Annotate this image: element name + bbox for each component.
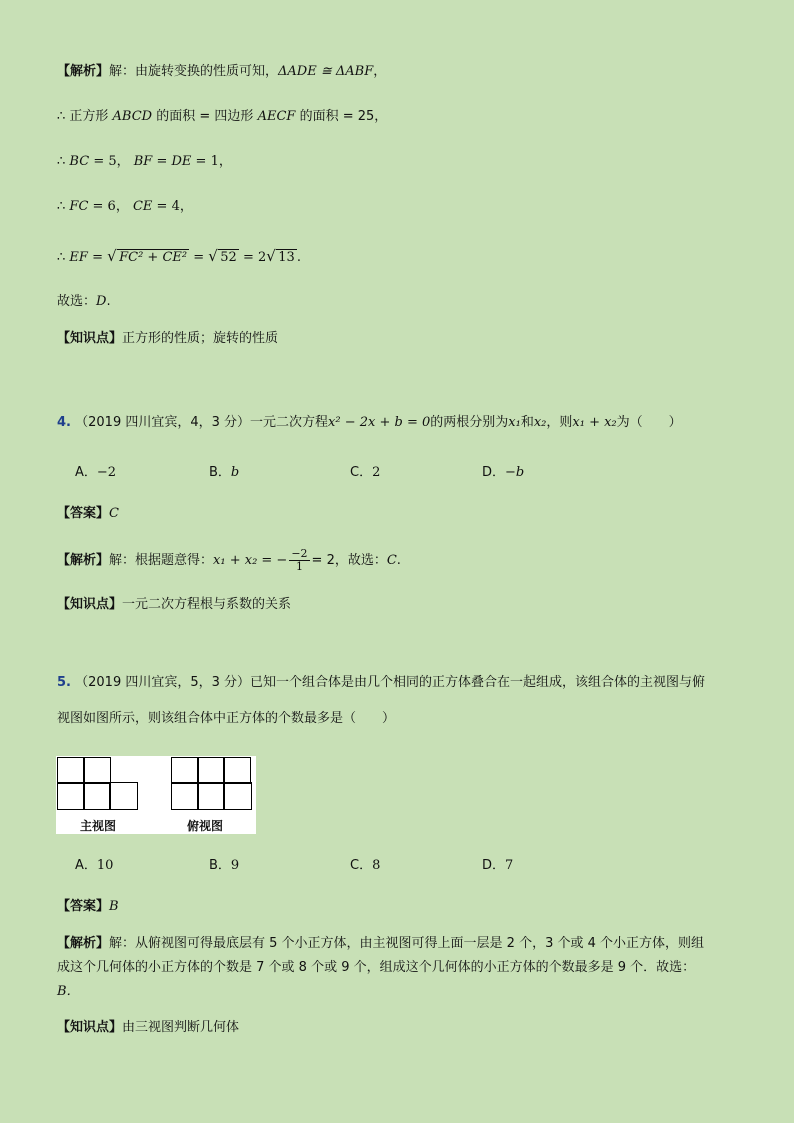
question-source: （2019 四川宜宾，4，3 分）一元二次方程 [75,415,329,430]
q5-analysis-line-3 [57,983,80,1001]
math-aecf: AECF [257,109,296,124]
text: 的面积 = 四边形 [156,109,254,124]
math-bf-de: BF = DE [133,154,192,169]
question-5-stem-1 [57,674,705,692]
analysis-line-2 [57,108,387,126]
question-number: 4. [57,415,71,430]
top-view-cell [223,782,252,810]
analysis-line-4 [57,198,193,216]
q5-analysis-line-2 [57,959,695,977]
knowledge-text: 一元二次方程根与系数的关系 [122,597,292,612]
option-value: 2 [372,465,381,480]
text: 的两根分别为 [430,415,509,430]
value: = 5， [93,154,130,169]
punct: ， [373,64,387,79]
sqrt-13: √ 13 [266,247,295,265]
knowledge-point-line [57,330,278,348]
q4-option-b [209,464,239,482]
answer-tag: 【答案】 [57,506,110,521]
math-x1: x₁ [508,415,521,430]
analysis-tag: 【解析】 [57,64,110,79]
analysis-line-3 [57,153,232,171]
q5-option-c [350,857,380,875]
q4-answer-line [57,505,119,523]
text: 的面积 = 25， [299,109,388,124]
front-view-cell [57,782,85,810]
sqrt-52: √ 52 [208,247,237,265]
front-view-cell [57,757,85,784]
analysis-line-1 [57,63,386,81]
knowledge-tag: 【知识点】 [57,597,123,612]
value: = 4， [156,199,193,214]
math-ce: CE [132,199,153,214]
sqrt-expression: √ FC² + CE² [107,247,188,265]
text: ∴ 正方形 [57,109,109,124]
analysis-tag: 【解析】 [57,936,110,951]
punct: . [396,553,401,568]
equals: = [193,250,205,265]
front-view-cell [83,757,111,784]
q4-option-a [75,464,116,482]
therefore: ∴ [57,250,66,265]
top-view-cell [171,782,199,810]
text: 为（ ） [616,415,682,430]
congruence-relation: ΔADE ≅ ΔABF [278,64,374,79]
front-view-caption: 主视图 [80,819,117,833]
front-view-cell [83,782,111,810]
math-fc: FC [69,199,89,214]
option-label: B． [209,858,231,873]
math-bc: BC [69,154,90,169]
text: = 2，故选： [311,553,387,568]
math-ef: EF = [69,250,103,265]
q5-option-a [75,857,113,875]
option-value: b [230,465,240,480]
numerator: −2 [291,547,308,560]
question-text: （2019 四川宜宾，5，3 分）已知一个组合体是由几个相同的正方体叠合在一起组成，该组合体的主视图与俯 [75,675,706,690]
q4-option-c [350,464,380,482]
top-view-cell [197,757,225,784]
choose-label: 故选： [57,294,97,309]
option-label: D． [482,858,506,873]
q4-option-d [482,464,524,482]
top-view-cell [223,757,251,784]
q5-answer-line [57,898,119,916]
denominator: 1 [295,560,303,573]
knowledge-text: 由三视图判断几何体 [122,1020,240,1035]
option-value: 9 [230,858,240,873]
front-view-cell [109,782,138,810]
math-sum: x₁ + x₂ [572,415,617,430]
option-label: C． [350,858,373,873]
answer-letter: C [109,506,119,521]
option-value: 7 [505,858,514,873]
analysis-tag: 【解析】 [57,553,110,568]
analysis-lead: 解：根据题意得： [109,553,214,568]
option-value: −2 [96,465,117,480]
radicand: FC² + CE² [119,250,188,265]
analysis-text: 成这个几何体的小正方体的个数是 7 个或 8 个或 9 个，组成这个几何体的小正方体的个数最多是 9 个．故选： [57,960,696,975]
radicand: 52 [220,250,237,265]
math-sum: x₁ + x₂ = − [213,553,288,568]
q5-analysis-line-1 [57,935,704,953]
top-view-cell [197,782,225,810]
option-value: 10 [96,858,114,873]
math-abcd: ABCD [112,109,153,124]
analysis-line-6 [57,293,111,311]
text: ，则 [546,415,573,430]
fraction [289,548,309,573]
value: = 1， [195,154,232,169]
equals: = 2 [242,250,267,265]
math-x2: x₂ [533,415,547,430]
q4-knowledge-line [57,596,291,614]
punct: . [296,250,301,265]
question-text: 视图如图所示，则该组合体中正方体的个数最多是（ ） [57,711,396,726]
three-view-figure [56,756,256,834]
analysis-lead: 解：由旋转变换的性质可知， [109,64,279,79]
knowledge-text: 正方形的性质；旋转的性质 [122,331,279,346]
analysis-text: 解：从俯视图可得最底层有 5 个小正方体，由主视图可得上面一层是 2 个，3 个或 4 个小正方体，则组 [109,936,705,951]
question-number: 5. [57,675,71,690]
top-view-cell [171,757,199,784]
option-label: A． [75,465,97,480]
punct: . [106,294,111,309]
option-value: −b [505,465,525,480]
q5-option-d [482,857,513,875]
knowledge-tag: 【知识点】 [57,331,123,346]
option-label: D． [482,465,506,480]
top-view-caption: 俯视图 [187,819,224,833]
therefore: ∴ [57,199,66,214]
answer-tag: 【答案】 [57,899,110,914]
q5-option-b [209,857,239,875]
analysis-line-5 [57,249,301,267]
therefore: ∴ [57,154,66,169]
q5-knowledge-line [57,1019,239,1037]
equation: x² − 2x + b = 0 [328,415,431,430]
text: 和 [520,415,534,430]
option-label: C． [350,465,373,480]
question-4-stem [57,414,682,432]
question-5-stem-2 [57,710,395,728]
knowledge-tag: 【知识点】 [57,1020,123,1035]
option-label: A． [75,858,97,873]
radicand: 13 [278,250,295,265]
answer-letter: D [96,294,107,309]
q4-analysis-line [57,548,401,573]
value: = 6， [92,199,129,214]
answer-letter: C [386,553,397,568]
option-label: B． [209,465,231,480]
option-value: 8 [372,858,381,873]
analysis-text: B． [57,984,80,999]
answer-letter: B [109,899,119,914]
